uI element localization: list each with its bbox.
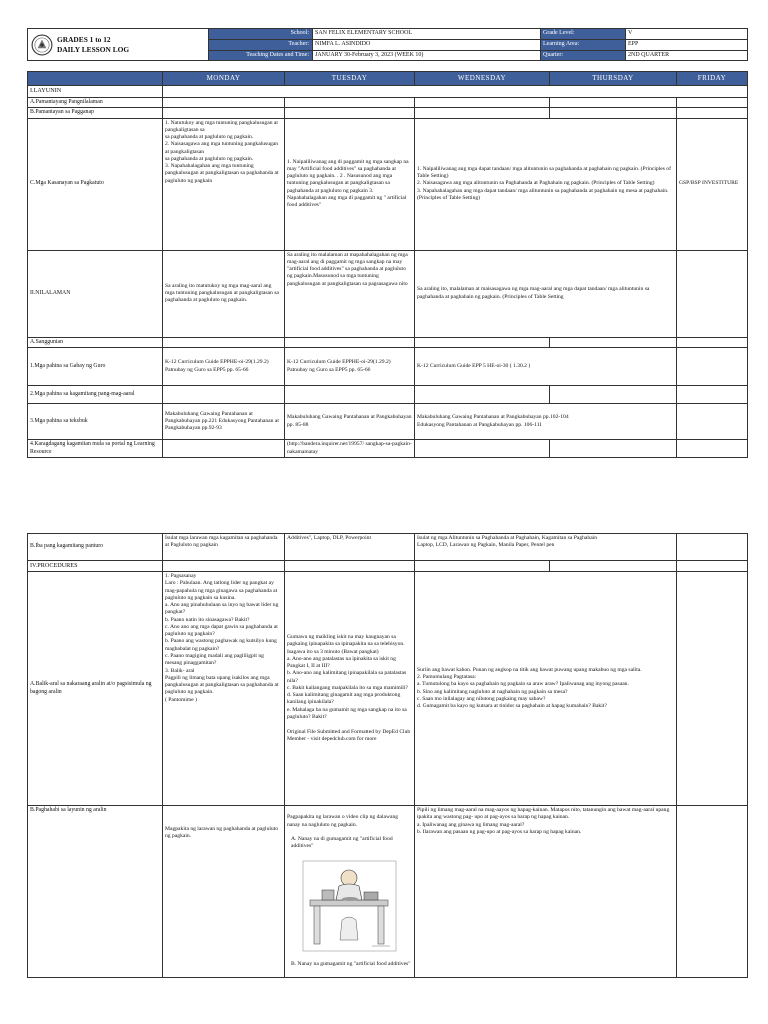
- day-header-friday: FRIDAY: [677, 72, 748, 86]
- lesson-table-1: [27, 71, 748, 458]
- quarter-label: Quarter:: [541, 50, 626, 61]
- teksbuk-monday: Makabuluhang Gawaing Pantahanan at Pangkabuhayan pp.221 Edukasyong Pantahanan at Pangkabuhayan pp.92-93: [163, 404, 285, 440]
- cell-empty: [415, 337, 550, 348]
- cell-empty: [550, 337, 677, 348]
- header-title-cell: [28, 29, 209, 61]
- section-procedures: IV.PROCEDURES: [28, 561, 163, 572]
- dates-value: JANUARY 30-February 3, 2023 (WEEK 10): [313, 50, 541, 61]
- cell-empty: [677, 250, 748, 337]
- cell-empty: [415, 97, 550, 108]
- page-2: [27, 533, 747, 978]
- day-header-monday: MONDAY: [163, 72, 285, 86]
- cell-empty: [285, 108, 415, 119]
- cell-empty: [677, 337, 748, 348]
- karagdagang-tuesday-link[interactable]: (http://bandera.inquirer.net/19957/ sangkap-sa-pagkain-nakamamatay: [285, 440, 415, 458]
- gabay-monday: K-12 Curriculum Guide EPPHE-oi-29(1.29.2) Patnubay ng Guro sa EPP5 pp. 65-66: [163, 348, 285, 386]
- dates-label: Teaching Dates and Time:: [209, 50, 313, 61]
- paghahabi-wed-thu: Pipili ng limang mag-aaral na mag-aayos ng hapag-kainan. Matapos nito, tatanungin ang bawat mag-aaral upang ipakita ang wastong pag- upo at pag-ayos sa harap ng hapag kainan. a. Ipaliwanag ang ginawa ng limang mag-aaral? b. Ilarawan ang pasaan ng pag-upo at pag-ayos sa harap ng hapag kainan.: [415, 806, 677, 978]
- cell-empty: [677, 386, 748, 404]
- label-iba-pa: B.Iba pang kagamitang panturo: [28, 534, 163, 561]
- kasanayan-monday: 1. Natutukoy ang mga tuntuning pangkalusugan at pangkaligtasan sa sa paghahanda at pagluluto ng pagkain. 2. Naisasagawa ang mga tuntuning pangkalusugan at pangkaligtasan sa paghahanda at pagluluto ng pagkain. 3. Napahahalagahan ang mga tuntuning pangkalusugan at pangkaligtasan sa paghahanda at pagluluto ng pagkain: [163, 118, 285, 250]
- kasanayan-tuesday: 1. Naipaliliwanag ang di paggamit ng mga sangkap na may "Artificial food additives" sa paghahanda at pagluluto ng pagkain. . 2 . Nasusunod ang mga tuntuning pangkalusugan at pangkaligtasan sa paghahanda at pagluluto ng pagkain 3. Napahahalagahan ang mga di paggamit ng " artificial food additives": [285, 118, 415, 250]
- label-kagamitang: 2.Mga pahina sa kagamitang pang-mag-aaral: [28, 386, 163, 404]
- area-value: EPP: [626, 39, 748, 50]
- day-header-tuesday: TUESDAY: [285, 72, 415, 86]
- cell-empty: [285, 386, 415, 404]
- cell-empty: [163, 440, 285, 458]
- label-paghahabi: B.Paghahabi sa layunin ng aralin: [28, 806, 163, 978]
- grade-value: V: [626, 29, 748, 40]
- cell-empty: [677, 440, 748, 458]
- teacher-value: NIMFA L. ASINDIDO: [313, 39, 541, 50]
- cell-empty: [415, 440, 550, 458]
- teksbuk-tuesday: Makabuluhang Gawaing Pantahanan at Pangkabuhayan pp. 85-88: [285, 404, 415, 440]
- paghahabi-tuesday-a: A. Nanay na di gumagamit ng "artificial food additives": [291, 836, 393, 850]
- label-sanggunian: A.Sanggunian: [28, 337, 163, 348]
- deped-seal-icon: [31, 34, 53, 56]
- day-header-blank: [28, 72, 163, 86]
- cell-empty: [285, 561, 415, 572]
- cell-empty: [550, 561, 677, 572]
- cell-empty: [677, 572, 748, 806]
- header-title-line1: GRADES 1 to 12: [57, 35, 111, 45]
- cell-empty: [550, 440, 677, 458]
- label-gabay: 1.Mga pahina sa Gabay ng Guro: [28, 348, 163, 386]
- cell-empty: [285, 337, 415, 348]
- label-kasanayan: C.Mga Kasanayan sa Pagkatuto: [28, 118, 163, 250]
- paghahabi-tuesday-intro: Pagpapakita ng larawan o video clip ng dalawang nanay na nagluluto ng pagkain.: [287, 814, 399, 828]
- nilalaman-tuesday: Sa araling ito malalaman at mapahahalagahan ng mga mag-aaral ang di paggamit ng mga sangkap na may "artificial food additives" sa paghahanda at pagluluto ng pagkain.Masusunod sa mga tuntuning pangkalusugan at pangkaligtasan sa pagsasagawa nito: [285, 250, 415, 337]
- cell-empty: [415, 108, 550, 119]
- cell-empty: [677, 348, 748, 386]
- cell-empty: [677, 806, 748, 978]
- label-nilalaman: II.NILALAMAN: [28, 250, 163, 337]
- cell-empty: [550, 108, 677, 119]
- cell-empty: [550, 386, 677, 404]
- cell-empty: [163, 108, 285, 119]
- balik-aral-monday: 1. Pagsasanay Laro : Pahulaan. Ang tatlong lider ng pangkat ay mag-papahula ng mga ginagawa sa paghahanda at pagluluto ng pagkain sa kusina. a. Ano ang pinahuhulaan sa inyo ng bawat lider ng pangkat? b. Paano natin ito sinasagawa? Bakit? c. Ano ano ang mga dapat gawin sa paghahanda at pagluluto ng pagkain? b. Paano ang wastong paghawak ng kutsilyo kung magbabalat ng pagkain? c. Paano magiging madali ang pagliligpit ng mesang pinaggamitan? 3. Balik- aral Pagpili ng limang bata upang isakilos ang mga pangkalusugan at pangkaligtasan sa paghahanda at pagluluto ng pagkain. ( Pantomime ): [163, 572, 285, 806]
- cell-empty: [163, 97, 285, 108]
- cell-empty: [677, 108, 748, 119]
- header-title-line2: DAILY LESSON LOG: [57, 44, 130, 54]
- paghahabi-tuesday-b: B. Nanay na gumagamit ng "artificial food additives": [291, 961, 411, 968]
- balik-aral-wed-thu: Suriin ang bawat kahon. Punan ng angkop na titik ang bawat puwang upang makabuo ng mga salita. 2. Pamumulang Pagtatasa: a. Tumutulong ba kayo sa paghahain ng pagkain sa araw araw? Ipaliwanag ang inyong pasaan. b. Sino ang kalimitang nagluluto at naghahain ng pagkain sa mesa? c. Saan mo inilalagay ang nilutong pagkaing may sabaw? d. Gumagamit ba kayo ng kutsara at tinidor sa paghahain at hapag kumahain? Bakit?: [415, 572, 677, 806]
- school-label: School:: [209, 29, 313, 40]
- iba-pa-monday: Isulat mga larawan mga kagamitan sa paghahanda at Pagluluto ng pagkain: [163, 534, 285, 561]
- nilalaman-monday: Sa araling ito matutukoy ng mga mag-aaral ang mga tuntuning pangkalusugan at pangkaligtasan sa paghahanda at pagluluto ng pagkain.: [163, 250, 285, 337]
- iba-pa-wed-thu: Isulat ng mga Alituntunin sa Paghahanda at Paghahain, Kagamitan sa Paghahain Laptop, LCD, Larawan ng Pagkain, Manila Paper, Pentel pen: [415, 534, 677, 561]
- cell-empty: [415, 561, 550, 572]
- balik-aral-tuesday: Gumawa ng maikling iskit na may kaugnayan sa pagkaing ipinapakita sa ipinapakita na sa telebisyon. Isagawa ito sa 3 minuto (Bawat pangkat) a. Ano-ano ang patalastas na ipinakita sa iskit ng Pangkat I, II at III? b. Ano-ano ang kalimitang ipinapakilala sa patalastas nila? c. Bakit kailangang maipakilala ito sa mga mamimili? d. Saan kalimitang ginagamit ang mga produktong kanilang ipinakilala? e. Mahalaga ba na gumamit ng mga sangkap na ito sa pagluluto? Bakit? Original File Submitted and Formatted by DepEd Club Member - visit depedclub.com for more: [285, 572, 415, 806]
- kasanayan-wed-thu: 1. Naipaliliwanag ang mga dapat tandaan/ mga alituntunin sa paghahanda at paghahain ng pagkain. (Principles of Table Setting) 2. Naisasagawa ang mga alituntunin sa Paghahanda at Paghahain ng pagkain. (Principles of Table Setting) 3. Napahahalagahan ang mga dapat tandaan/ mga alituntunin sa paghahanda at paghahain ng mesa at paghahain. (Principles of Table Setting): [415, 118, 677, 250]
- cell-empty: [163, 561, 285, 572]
- cell-empty: [163, 386, 285, 404]
- teksbuk-wed-thu: Makabuluhang Gawaing Pantahanan at Pangkabuhayan pp.102-104 Edukasyong Pantahanan at Pangkabuhayan pp. 106-111: [415, 404, 677, 440]
- gabay-tuesday: K-12 Curriculum Guide EPPHE-oi-29(1.29.2) Patnubay ng Guro sa EPP5 pp. 65-66: [285, 348, 415, 386]
- grade-label: Grade Level:: [541, 29, 626, 40]
- iba-pa-tuesday: Additives", Laptop, DLP, Powerpoint: [285, 534, 415, 561]
- layunin-empty: [163, 86, 748, 97]
- paghahabi-monday: Magpakita ng larawan ng paghahanda at pagluluto ng pagkain.: [163, 806, 285, 978]
- cell-empty: [677, 561, 748, 572]
- cell-empty: [285, 97, 415, 108]
- cell-empty: [163, 337, 285, 348]
- label-pangnilalaman: A.Pamantayang Pangnilalaman: [28, 97, 163, 108]
- lesson-table-2: [27, 533, 748, 978]
- label-karagdagang: 4.Karagdagang kagamitan mula sa portal ng Learning Resource: [28, 440, 163, 458]
- cell-empty: [415, 386, 550, 404]
- day-header-thursday: THURSDAY: [550, 72, 677, 86]
- nilalaman-wed-thu: Sa araling ito, malalaman at maisasagawa ng mga mag-aaral ang mga dapat tandaan/ mga alituntunin sa paghahanda at paghahain ng pagkain. (Principles of Table Setting: [415, 250, 677, 337]
- kasanayan-friday: GSP/BSP INVESTITURE: [677, 118, 748, 250]
- label-balik-aral: A.Balik-aral sa nakaraang aralin at/o pagsisimula ng bagong aralin: [28, 572, 163, 806]
- day-header-wednesday: WEDNESDAY: [415, 72, 550, 86]
- quarter-value: 2ND QUARTER: [626, 50, 748, 61]
- label-pagganap: B.Pamantayan sa Pagganap: [28, 108, 163, 119]
- cartoon-image: [302, 860, 397, 952]
- cell-empty: [677, 97, 748, 108]
- paghahabi-tuesday: [285, 806, 415, 978]
- teacher-label: Teacher:: [209, 39, 313, 50]
- label-teksbuk: 3.Mga pahina sa teksbuk: [28, 404, 163, 440]
- school-value: SAN FELIX ELEMENTARY SCHOOL: [313, 29, 541, 40]
- page-1: [27, 28, 747, 458]
- cell-empty: [677, 404, 748, 440]
- gabay-wed-thu: K-12 Curriculum Guide EPP 5 HE-oi-30 ( 1.30.2 ): [415, 348, 677, 386]
- cell-empty: [677, 534, 748, 561]
- header-table: [27, 28, 748, 61]
- section-layunin: I.LAYUNIN: [28, 86, 163, 97]
- cell-empty: [550, 97, 677, 108]
- area-label: Learning Area:: [541, 39, 626, 50]
